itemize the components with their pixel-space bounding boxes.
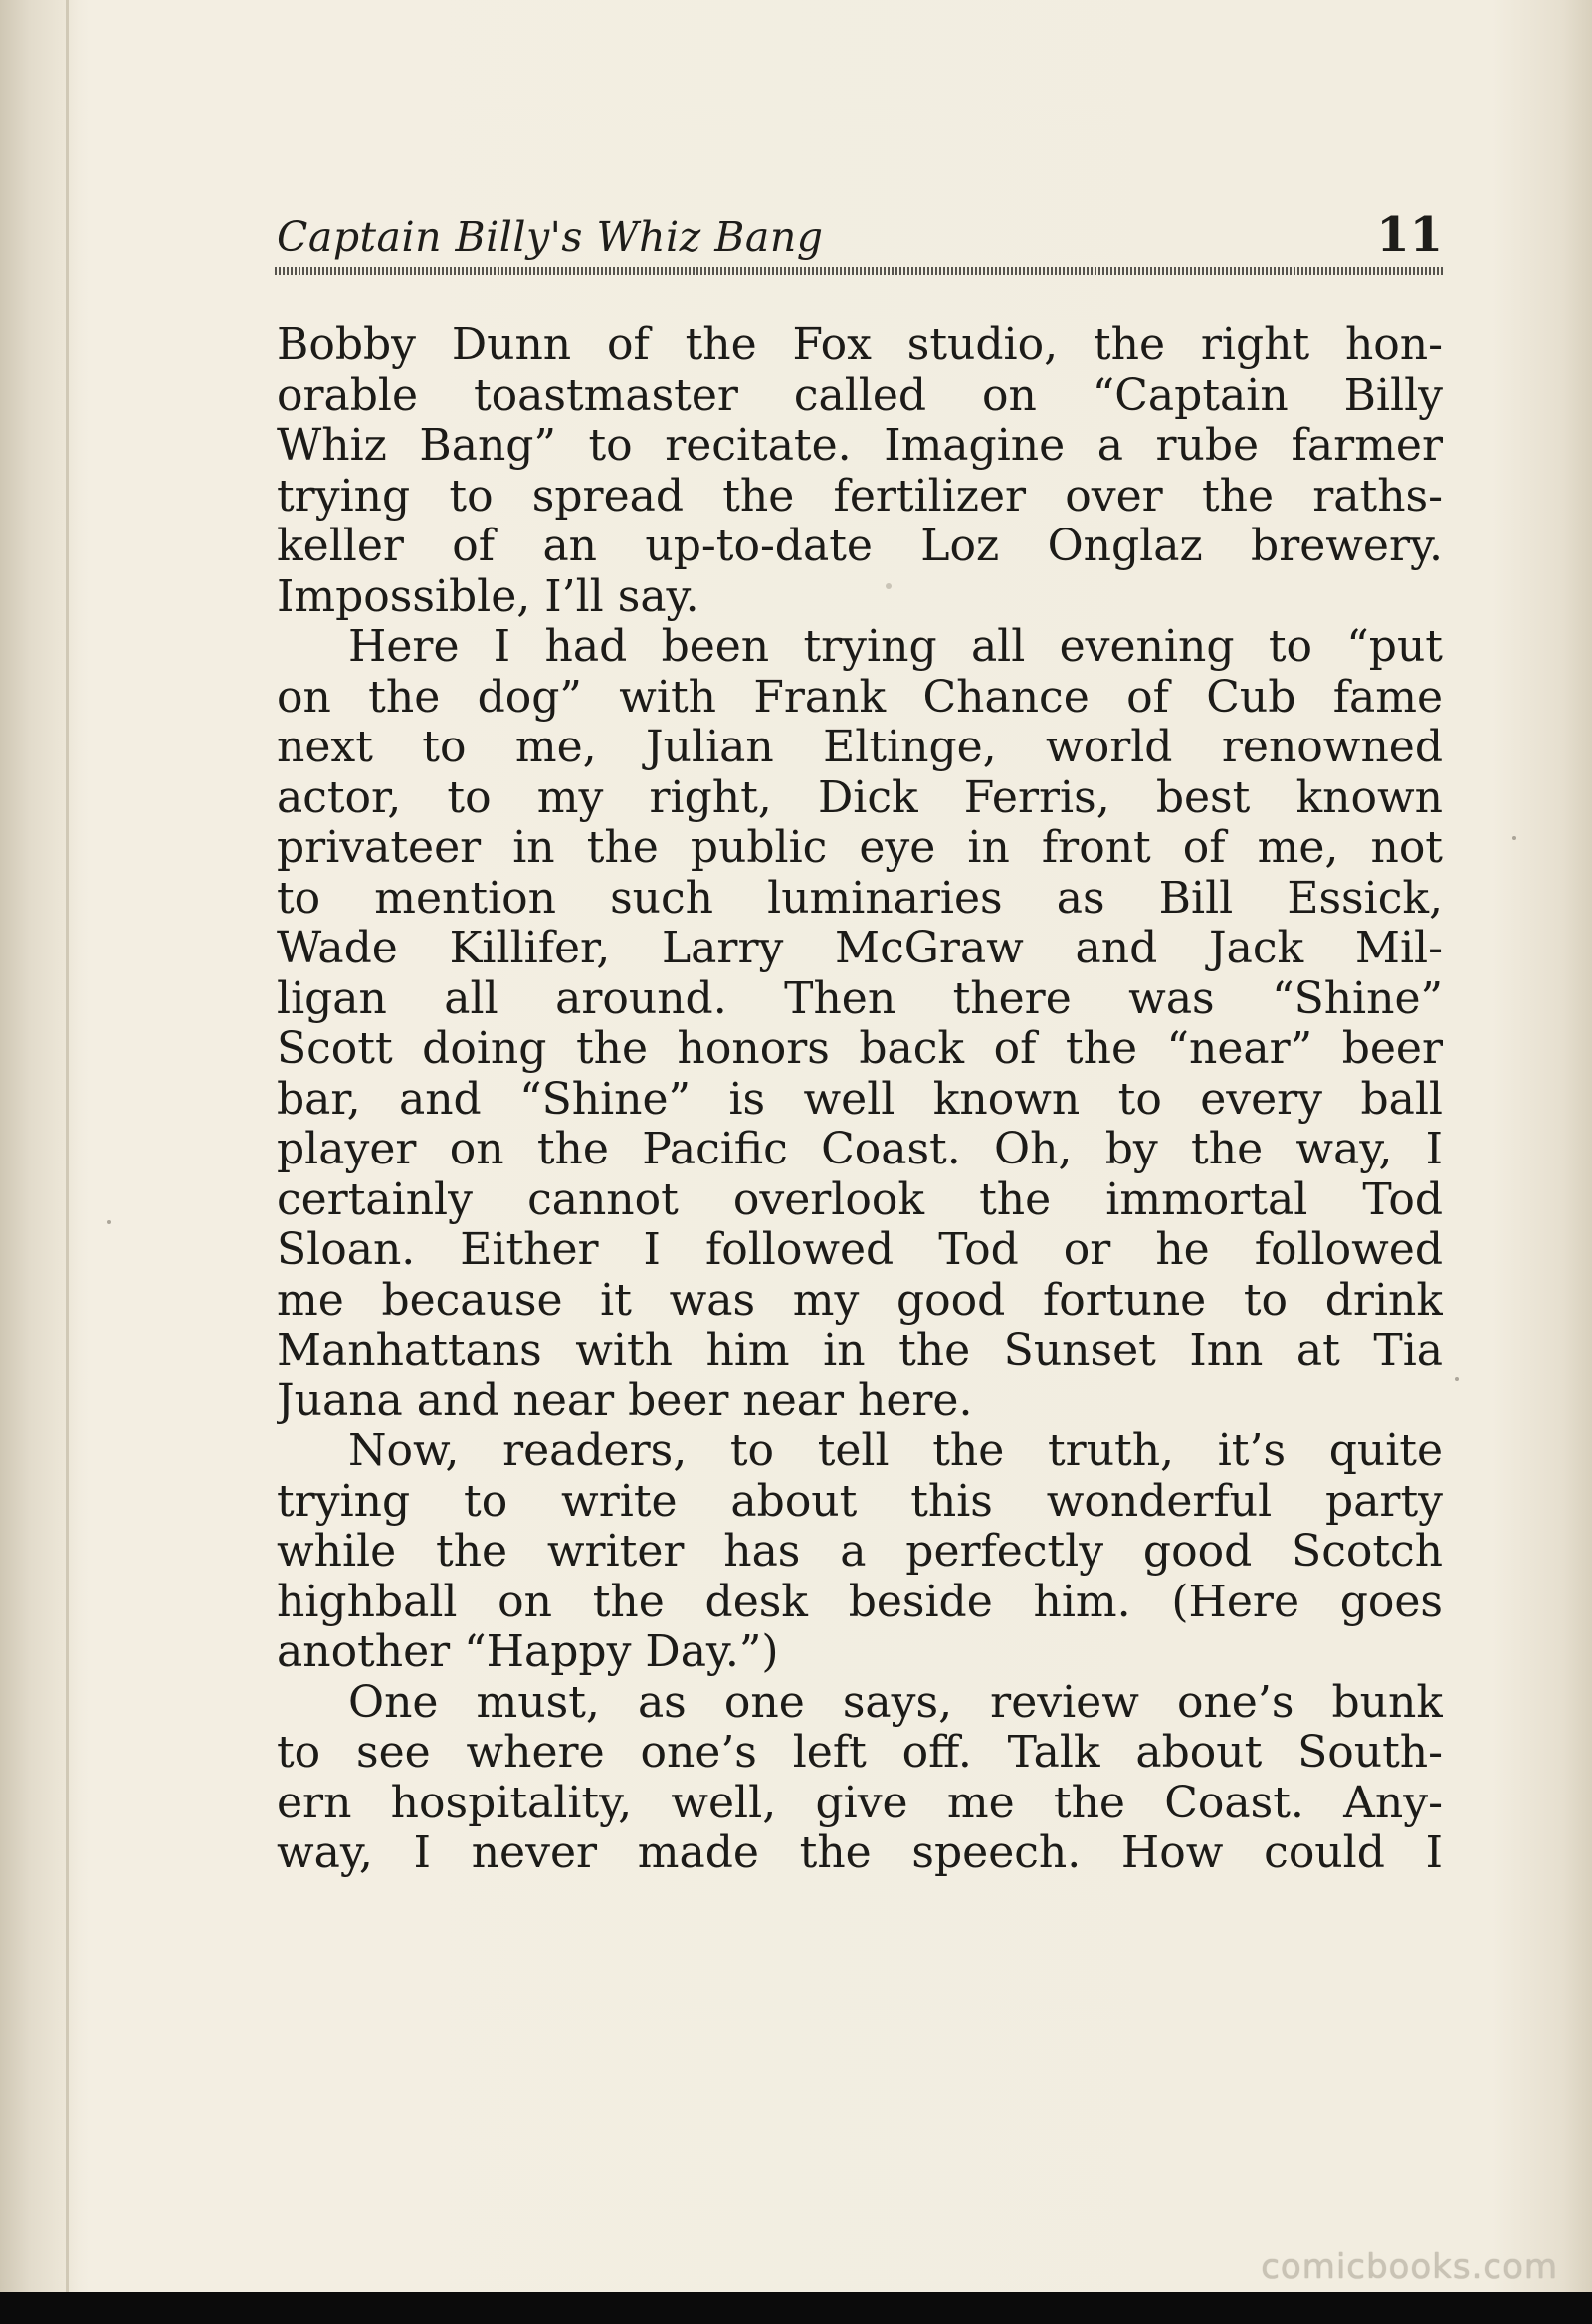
text-line: orable toastmaster called on “Captain Billy: [277, 370, 1443, 421]
text-line: ern hospitality, well, give me the Coast. Any-: [277, 1778, 1443, 1828]
text-line: Manhattans with him in the Sunset Inn at Tia: [277, 1326, 1443, 1375]
running-header: [277, 207, 1443, 267]
text-line: way, I never made the speech. How could I: [277, 1828, 1443, 1878]
text-line: Scott doing the honors back of the “near” beer: [277, 1024, 1443, 1074]
text-line: Bobby Dunn of the Fox studio, the right hon-: [277, 320, 1443, 370]
binding-edge: [66, 0, 69, 2324]
text-line: Now, readers, to tell the truth, it’s quite: [348, 1426, 1443, 1476]
header-title: Captain Billy's Whiz Bang: [277, 213, 824, 261]
paper-speck: [1512, 836, 1516, 840]
text-line: Wade Killifer, Larry McGraw and Jack Mil-: [277, 924, 1443, 973]
paper-speck: [107, 1220, 111, 1224]
paper-speck: [1455, 1377, 1459, 1381]
body-text: [277, 320, 1443, 1879]
text-line: player on the Pacific Coast. Oh, by the way, I: [277, 1125, 1443, 1174]
text-line: bar, and “Shine” is well known to every ball: [277, 1074, 1443, 1125]
text-line: Impossible, I’ll say.: [277, 571, 699, 622]
text-line: privateer in the public eye in front of me, not: [277, 823, 1443, 873]
text-line: Sloan. Either I followed Tod or he followed: [277, 1225, 1443, 1275]
text-line: keller of an up-to-date Loz Onglaz brewery.: [277, 522, 1443, 571]
text-line: while the writer has a perfectly good Scotch: [277, 1527, 1443, 1577]
text-line: Juana and near beer near here.: [277, 1375, 973, 1426]
watermark: comicbooks.com: [1261, 2247, 1558, 2287]
header-rule: [275, 267, 1443, 275]
text-line: Whiz Bang” to recitate. Imagine a rube farmer: [277, 421, 1443, 471]
text-line: me because it was my good fortune to drink: [277, 1275, 1443, 1326]
paper-speck: [886, 583, 892, 589]
scan-bottom-edge: [0, 2292, 1592, 2324]
text-line: next to me, Julian Eltinge, world renowned: [277, 723, 1443, 772]
text-line: Here I had been trying all evening to “put: [348, 622, 1443, 672]
text-line: certainly cannot overlook the immortal Tod: [277, 1174, 1443, 1225]
text-line: ligan all around. Then there was “Shine”: [277, 973, 1443, 1024]
text-line: trying to spread the fertilizer over the raths-: [277, 471, 1443, 522]
text-line: on the dog” with Frank Chance of Cub fame: [277, 672, 1443, 723]
text-line: to mention such luminaries as Bill Essick,: [277, 873, 1443, 924]
text-line: One must, as one says, review one’s bunk: [348, 1677, 1443, 1728]
text-line: actor, to my right, Dick Ferris, best known: [277, 772, 1443, 823]
text-line: trying to write about this wonderful party: [277, 1476, 1443, 1527]
page-number: 11: [1376, 207, 1443, 263]
text-line: highball on the desk beside him. (Here goes: [277, 1577, 1443, 1627]
text-line: another “Happy Day.”): [277, 1627, 779, 1677]
text-line: to see where one’s left off. Talk about South-: [277, 1728, 1443, 1778]
